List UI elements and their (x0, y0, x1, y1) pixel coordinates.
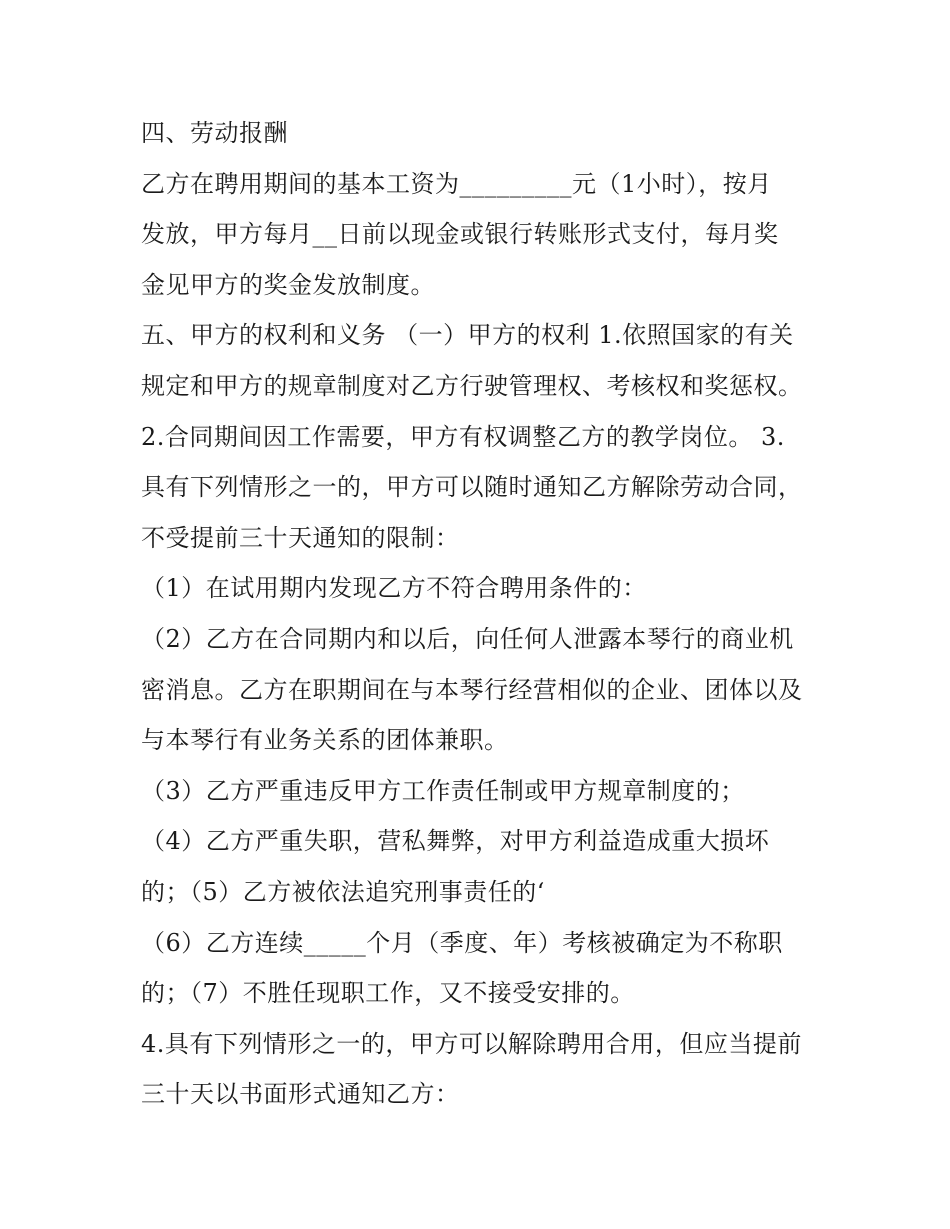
text-line: 规定和甲方的规章制度对乙方行驶管理权、考核权和奖惩权。 (141, 371, 803, 400)
text-line: 与本琴行有业务关系的团体兼职。 (141, 726, 509, 755)
text-line: 的；（5）乙方被依法追究刑事责任的‘ (141, 877, 545, 906)
text-line: 4.具有下列情形之一的，甲方可以解除聘用合用，但应当提前 (141, 1029, 802, 1058)
text-line: 的；（7）不胜任现职工作，又不接受安排的。 (141, 979, 635, 1008)
section-heading-remuneration: 四、劳动报酬 (141, 119, 288, 147)
text-line: 金见甲方的奖金发放制度。 (141, 270, 435, 299)
text-line: 发放，甲方每月__日前以现金或银行转账形式支付，每月奖 (141, 220, 779, 249)
text-line: 具有下列情形之一的，甲方可以随时通知乙方解除劳动合同， (141, 473, 803, 502)
list-item: （6）乙方连续_____个月（季度、年）考核被确定为不称职 (141, 928, 783, 957)
text-line: 不受提前三十天通知的限制： (141, 523, 460, 552)
text-line: 三十天以书面形式通知乙方： (141, 1080, 460, 1109)
list-item: （2）乙方在合同期内和以后，向任何人泄露本琴行的商业机 (141, 624, 794, 653)
list-item: （4）乙方严重失职，营私舞弊，对甲方利益造成重大损坏 (141, 827, 770, 856)
list-item: （3）乙方严重违反甲方工作责任制或甲方规章制度的； (141, 776, 745, 805)
text-line: 2.合同期间因工作需要，甲方有权调整乙方的教学岗位。 3. (141, 422, 785, 451)
text-line: 乙方在聘用期间的基本工资为_________元（1小时），按月 (141, 169, 772, 198)
contract-text (141, 108, 831, 1120)
list-item: （1）在试用期内发现乙方不符合聘用条件的： (141, 574, 647, 603)
text-line: 密消息。乙方在职期间在与本琴行经营相似的企业、团体以及 (141, 675, 803, 704)
section-heading-party-a-rights: 五、甲方的权利和义务 （一）甲方的权利 1.依照国家的有关 (141, 321, 794, 350)
